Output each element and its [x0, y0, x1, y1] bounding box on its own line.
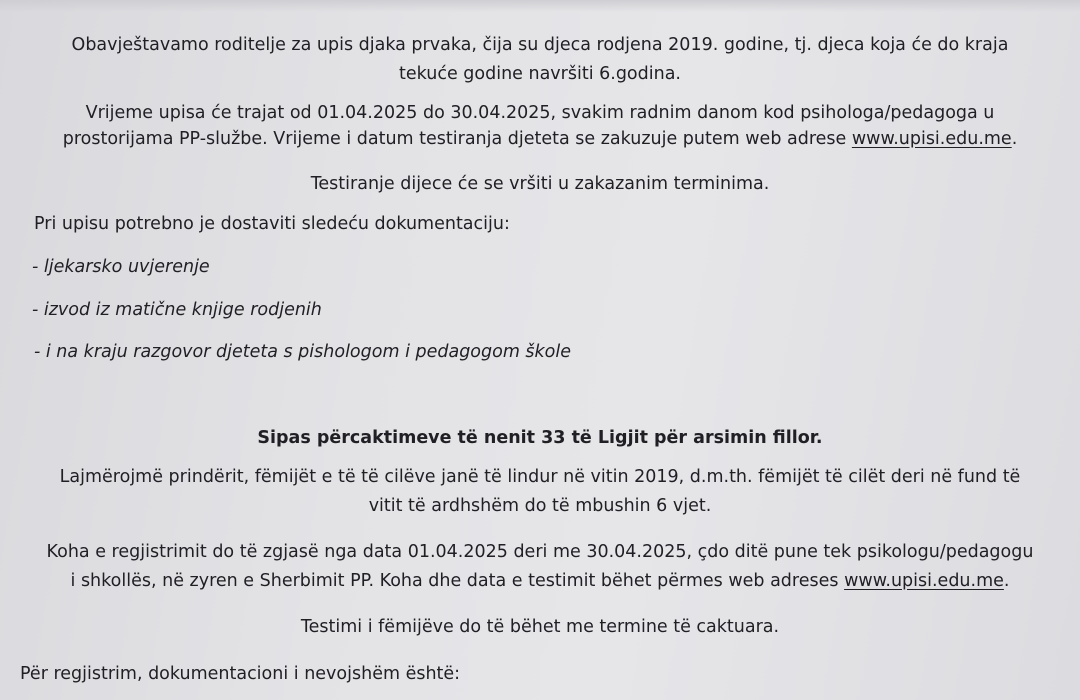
al-testing-note: Testimi i fëmijëve do të bëhet me termine të caktuara. [300, 617, 780, 637]
al-time-line-2 [0, 569, 1080, 593]
me-docs-heading: Pri upisu potrebno je dostaviti sledeću dokumentaciju: [34, 214, 510, 234]
me-doc-item-2: - izvod iz matične knjige rodjenih [32, 300, 322, 320]
al-heading: Sipas përcaktimeve të nenit 33 të Ligjit për arsimin fillor. [257, 428, 823, 448]
me-time-line-1: Vrijeme upisa će trajat od 01.04.2025 do 30.04.2025, svakim radnim danom kod psihologa/pedagoga u [85, 103, 995, 123]
me-doc-item-3: - i na kraju razgovor djeteta s pishologom i pedagogom škole [34, 342, 572, 362]
me-intro-line-2: tekuće godine navršiti 6.godina. [399, 64, 681, 84]
al-docs-heading: Për regjistrim, dokumentacioni i nevojshëm është: [20, 664, 461, 684]
me-doc-item-1: - ljekarsko uvjerenje [32, 257, 210, 277]
al-intro-line-1: Lajmërojmë prindërit, fëmijët e të të cilëve janë të lindur në vitin 2019, d.m.th. fëmijët të cilët deri në fund të [59, 467, 1021, 487]
al-time-line-2-end: . [1003, 571, 1010, 591]
me-testing-note: Testiranje dijece će se vršiti u zakazanim terminima. [310, 174, 770, 194]
me-time-line-2-text: prostorijama PP-službe. Vrijeme i datum testiranja djeteta se zakuzuje putem web adrese [62, 129, 852, 149]
me-intro-line-1: Obavještavamo roditelje za upis djaka prvaka, čija su djeca rodjena 2019. godine, tj. djeca koja će do kraja [71, 35, 1009, 55]
al-intro-line-2: vitit të ardhshëm do të mbushin 6 vjet. [368, 496, 712, 516]
me-time-line-2 [0, 127, 1080, 151]
al-time-line-2-text: i shkollës, në zyren e Sherbimit PP. Koha dhe data e testimit bëhet përmes web adreses [70, 571, 845, 591]
me-web-address-link[interactable]: www.upisi.edu.me [851, 129, 1012, 149]
al-time-line-1: Koha e regjistrimit do të zgjasë nga data 01.04.2025 deri me 30.04.2025, çdo ditë pune tek psikologu/pedagogu [46, 542, 1034, 562]
me-time-line-2-end: . [1011, 129, 1018, 149]
al-web-address-link[interactable]: www.upisi.edu.me [844, 571, 1004, 591]
page-shadow [0, 0, 1080, 12]
